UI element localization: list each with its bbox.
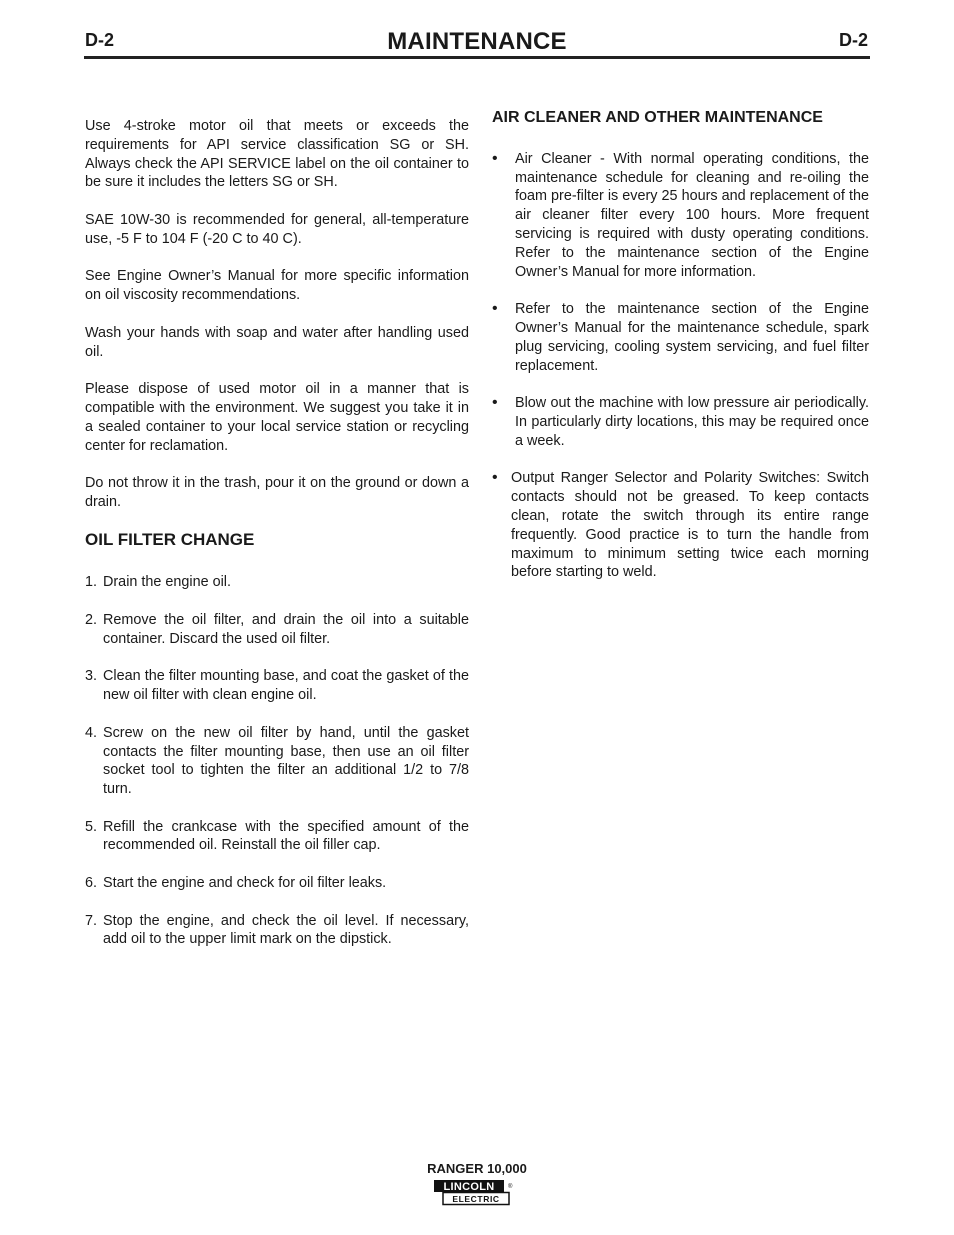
wash-hands-paragraph: Wash your hands with soap and water after handling used oil. [85, 324, 469, 360]
maintenance-bullets [492, 150, 869, 582]
list-item [85, 667, 469, 705]
step-number: 3. [85, 668, 98, 685]
section-number-left: D-2 [85, 30, 115, 50]
oil-spec-paragraph: Use 4-stroke motor oil that meets or exceeds the requirements for API service classification SG or SH. Always check the API SERVICE label on the oil container to be sure it includes the letters SG or SH. [85, 118, 469, 191]
list-item [85, 818, 469, 856]
page-title: MAINTENANCE [387, 28, 567, 55]
section-number-right: D-2 [838, 30, 868, 50]
list-item [85, 912, 469, 950]
oil-filter-steps [85, 573, 469, 949]
list-item [492, 469, 869, 582]
bullet-text: Output Ranger Selector and Polarity Switches: Switch contacts should not be greased. To keep contacts clean, rotate the switch through its entire range frequently. Good practice is to turn the handle from maximum to minimum setting twice each morning before starting to weld. [511, 470, 869, 581]
left-column [85, 117, 469, 968]
list-item [85, 573, 469, 592]
dispose-oil-paragraph: Please dispose of used motor oil in a manner that is compatible with the environment. We suggest you take it in a sealed container to your local service station or recycling center for reclamation. [85, 381, 469, 454]
oil-filter-heading: OIL FILTER CHANGE [85, 529, 255, 549]
step-text: Refill the crankcase with the specified amount of the recommended oil. Reinstall the oil filler cap. [103, 818, 469, 854]
step-text: Drain the engine oil. [103, 574, 231, 591]
step-number: 2. [85, 611, 98, 628]
header-rule [84, 56, 870, 59]
registered-mark: ® [508, 1184, 513, 1190]
list-item [85, 611, 469, 649]
step-number: 7. [85, 912, 98, 929]
step-number: 1. [85, 574, 98, 591]
logo-line1: LINCOLN [443, 1181, 495, 1193]
step-text: Screw on the new oil filter by hand, until the gasket contacts the filter mounting base, then use an oil filter socket tool to tighten the filter an additional 1/2 to 7/8 turn. [103, 724, 469, 798]
bullet-text: Blow out the machine with low pressure air periodically. In particularly dirty locations, this may be required once a week. [515, 395, 869, 449]
bullet-text: Refer to the maintenance section of the Engine Owner’s Manual for the maintenance schedule, spark plug servicing, cooling system servicing, and fuel filter replacement. [515, 301, 869, 374]
step-text: Stop the engine, and check the oil level. If necessary, add oil to the upper limit mark on the dipstick. [103, 912, 469, 948]
lincoln-electric-logo [433, 1179, 513, 1207]
list-item [492, 394, 869, 450]
step-number: 6. [85, 875, 98, 892]
footer-model-name: RANGER 10,000 [427, 1161, 527, 1176]
bullet-icon: • [492, 394, 498, 412]
air-cleaner-heading: AIR CLEANER AND OTHER MAINTENANCE [492, 109, 823, 126]
bullet-icon: • [492, 469, 498, 487]
step-text: Remove the oil filter, and drain the oil into a suitable container. Discard the used oil filter. [103, 611, 469, 647]
step-text: Clean the filter mounting base, and coat the gasket of the new oil filter with clean engine oil. [103, 668, 469, 704]
step-number: 5. [85, 818, 98, 835]
list-item [85, 724, 469, 799]
right-column [492, 109, 869, 601]
list-item [492, 150, 869, 282]
manual-reference-paragraph: See Engine Owner’s Manual for more specific information on oil viscosity recommendations. [85, 268, 469, 304]
bullet-icon: • [492, 300, 498, 318]
no-trash-paragraph: Do not throw it in the trash, pour it on the ground or down a drain. [85, 475, 469, 510]
oil-viscosity-paragraph: SAE 10W-30 is recommended for general, all-temperature use, -5 F to 104 F (-20 C to 40 C). [85, 211, 469, 247]
step-text: Start the engine and check for oil filter leaks. [103, 875, 387, 892]
logo-line2: ELECTRIC [452, 1194, 500, 1204]
list-item [492, 300, 869, 375]
list-item [85, 874, 469, 893]
step-number: 4. [85, 724, 98, 741]
bullet-text: Air Cleaner - With normal operating conditions, the maintenance schedule for cleaning and re-oiling the foam pre-filter is every 25 hours and replacement of the air cleaner filter every 100 hours. More frequent servicing is required with dusty operating conditions. Refer to the maintenance section of the Engine Owner’s Manual for more information. [515, 150, 869, 280]
bullet-icon: • [492, 149, 498, 167]
